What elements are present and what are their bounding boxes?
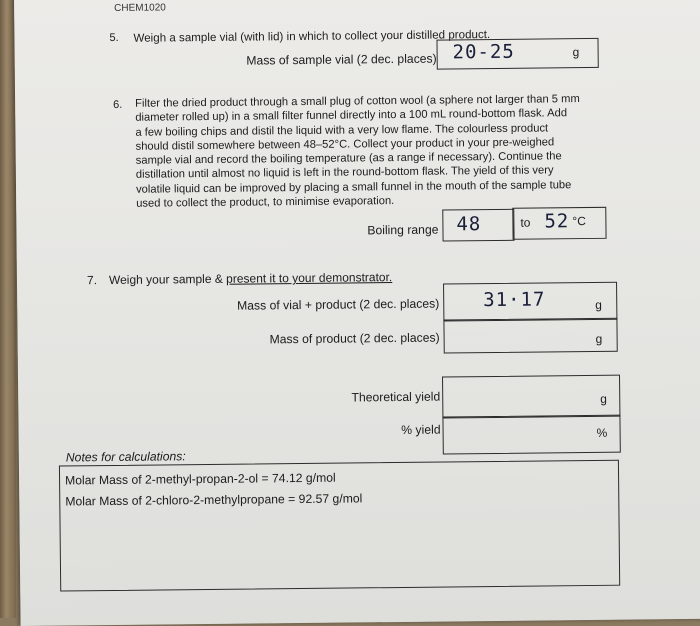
q6-line: should distil somewhere between 48–52°C. Collect your product in your pre-weighed	[135, 136, 555, 153]
percent-yield-label: % yield	[401, 422, 441, 437]
theoretical-yield-unit: g	[600, 391, 608, 406]
course-code: CHEM1020	[114, 2, 166, 14]
boiling-to-word: to	[520, 215, 531, 230]
notes-molar-mass-2: Molar Mass of 2-chloro-2-methylpropane = 92.57 g/mol	[65, 491, 363, 509]
vial-product-mass-value: 31·17	[483, 288, 546, 312]
notes-title: Notes for calculations:	[65, 449, 186, 465]
percent-yield-field[interactable]	[442, 415, 620, 455]
q6-line: sample vial and record the boiling temperature (as a range if necessary). Continue the	[135, 150, 562, 167]
q6-line: Filter the dried product through a small plug of cotton wool (a sphere not larger than 5 mm	[135, 93, 580, 110]
q6-line: a few boiling chips and distil the liquid with a very low flame. The colourless product	[135, 122, 549, 139]
q7-text	[109, 270, 392, 287]
q7-number: 7.	[86, 273, 98, 288]
q7-text-underlined: present it to your demonstrator.	[226, 270, 393, 286]
theoretical-yield-label: Theoretical yield	[351, 389, 441, 405]
boiling-high-value: 52	[544, 210, 570, 233]
q6-line: distillation until almost no liquid is left in the round-bottom flask. The yield of this very	[135, 164, 554, 182]
q6-paragraph	[135, 92, 626, 211]
notes-molar-mass-1: Molar Mass of 2-methyl-propan-2-ol = 74.12 g/mol	[65, 470, 336, 488]
q6-line: volatile liquid can be improved by placing a small funnel in the mouth of the sample tube	[135, 178, 572, 196]
vial-product-mass-label: Mass of vial + product (2 dec. places)	[236, 296, 440, 313]
q7-text-plain: Weigh your sample &	[108, 271, 227, 288]
q6-line: diameter rolled up) in a small filter funnel directly into a 100 mL round-bottom flask. Add	[135, 107, 568, 125]
theoretical-yield-field[interactable]	[442, 375, 620, 419]
q6-line: used to collect the product, to minimise evaporation.	[136, 195, 395, 210]
boiling-unit: °C	[572, 214, 586, 229]
product-mass-label: Mass of product (2 dec. places)	[269, 330, 440, 347]
product-mass-field[interactable]	[443, 318, 617, 354]
q5-unit: g	[572, 45, 580, 60]
table-surface	[0, 0, 16, 618]
q6-number: 6.	[113, 98, 123, 111]
worksheet-page	[14, 0, 700, 626]
q5-vial-mass-label: Mass of sample vial (2 dec. places)	[246, 51, 437, 68]
boiling-low-value: 48	[456, 213, 482, 236]
q5-text: Weigh a sample vial (with lid) in which to collect your distilled product.	[133, 28, 491, 45]
boiling-range-label: Boiling range	[367, 222, 439, 238]
product-mass-unit: g	[595, 331, 603, 346]
vial-product-unit: g	[595, 297, 603, 312]
q5-number: 5.	[109, 31, 119, 45]
q5-vial-mass-value: 20-25	[452, 40, 515, 64]
percent-yield-unit: %	[596, 425, 608, 440]
